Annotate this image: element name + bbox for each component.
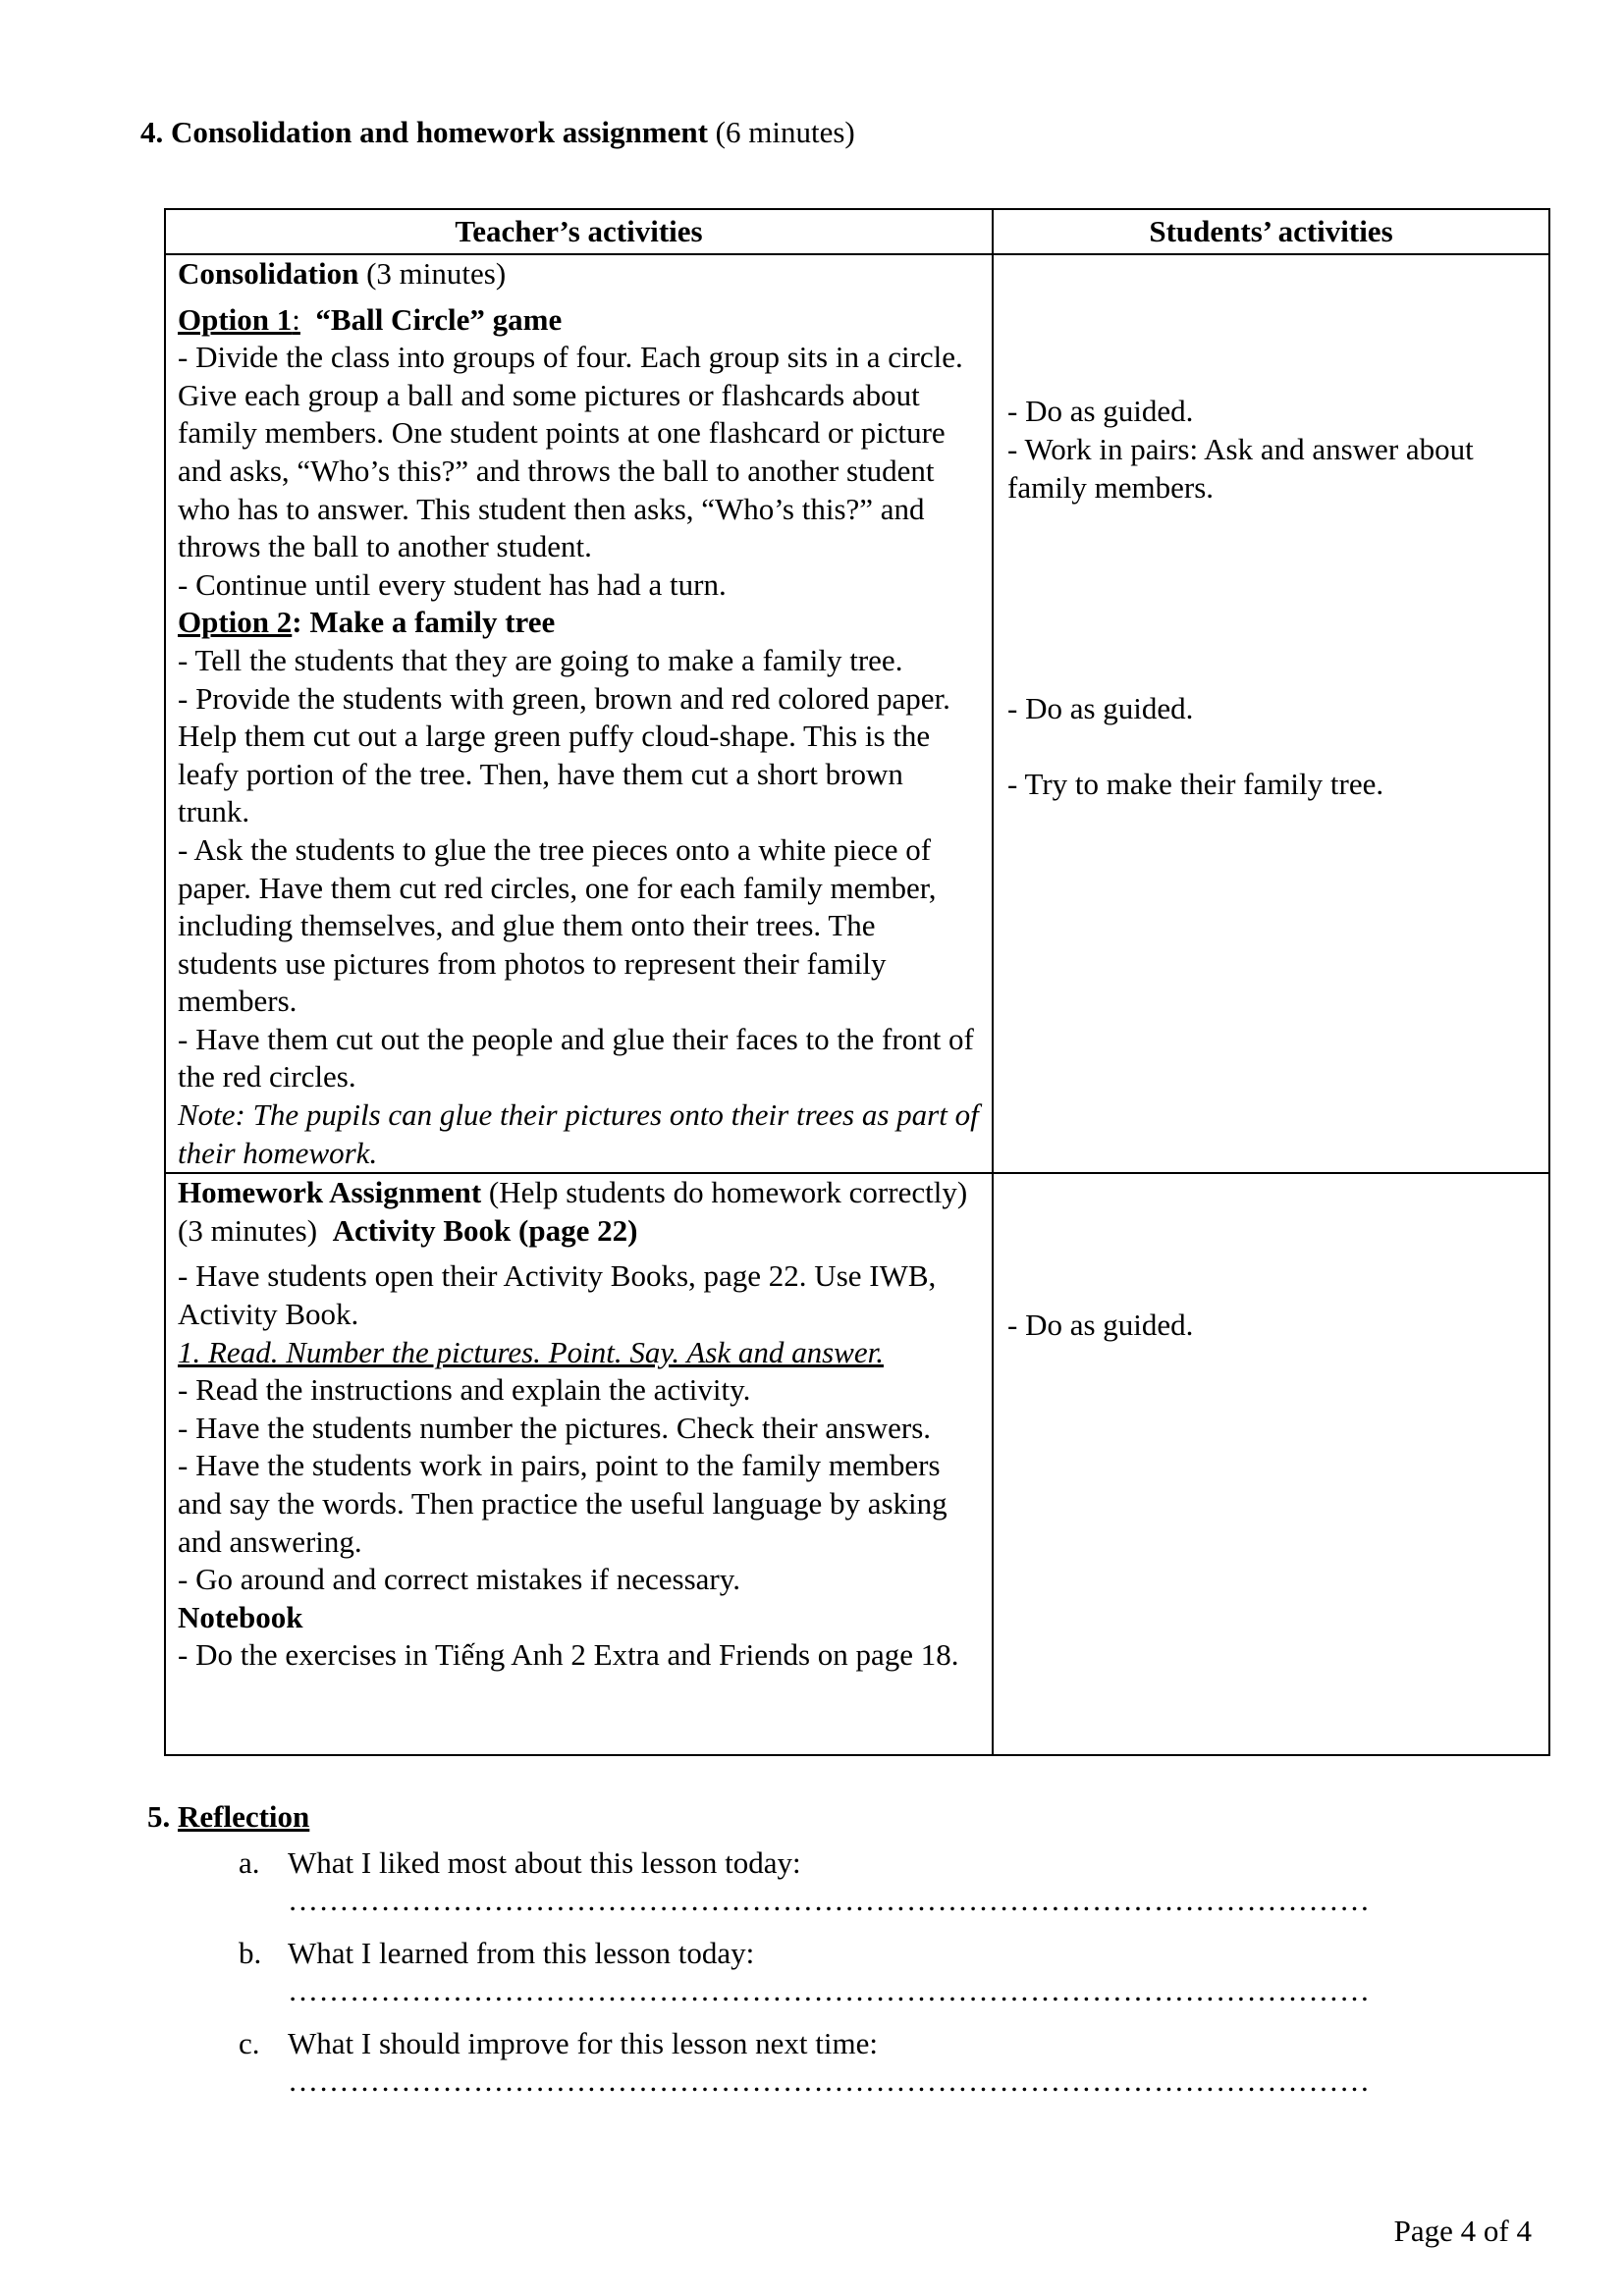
consolidation-row [165,254,1549,1173]
students-line: - Work in pairs: Ask and answer about family members. [1007,432,1474,505]
homework-line: - Have the students number the pictures. Check their answers. [178,1410,932,1445]
students-line: - Do as guided. [1007,1308,1194,1343]
activities-table [164,208,1550,1756]
reflection-title: Reflection [178,1799,310,1834]
section-4-duration: (6 minutes) [715,115,855,149]
homework-subtitle: (Help students do homework correctly) (3 minutes) [178,1175,968,1248]
answer-dotted-line[interactable]: …………………………………………………………………………………………… [288,1973,1371,2008]
homework-book: Activity Book (page 22) [332,1212,638,1248]
reflection-heading [147,1798,1424,1837]
homework-row [165,1173,1549,1755]
homework-teacher-cell [165,1173,993,1755]
reflection-item-a [147,1844,1424,1935]
homework-students-cell [993,1173,1549,1755]
answer-dotted-line[interactable]: …………………………………………………………………………………………… [288,2063,1371,2099]
homework-line: - Go around and correct mistakes if necessary. [178,1562,740,1597]
students-activities-header: Students’ activities [993,209,1549,254]
homework-title: Homework Assignment [178,1175,482,1210]
section-4-heading [140,114,855,152]
reflection-question: What I learned from this lesson today: [288,1935,755,1970]
table-header-row [165,209,1549,254]
consolidation-duration: (3 minutes) [366,256,507,291]
notebook-title: Notebook [178,1599,303,1634]
consolidation-heading [178,255,980,294]
consolidation-students-cell [993,254,1549,1173]
page-number: Page 4 of 4 [1393,2214,1532,2248]
option-2-note: Note: The pupils can glue their pictures onto their trees as part of their homework. [178,1097,979,1170]
teacher-activities-header: Teacher’s activities [165,209,993,254]
consolidation-title: Consolidation [178,256,359,291]
consolidation-teacher-cell [165,254,993,1173]
homework-line: - Have students open their Activity Books, page 22. Use IWB, Activity Book. [178,1258,937,1332]
students-line: - Try to make their family tree. [1007,767,1384,801]
students-line: - Do as guided. [1007,691,1194,725]
reflection-letter: c. [239,2025,260,2060]
option-2-name: : Make a family tree [292,605,556,640]
reflection-section [147,1798,1424,2115]
homework-line: - Read the instructions and explain the activity. [178,1372,751,1408]
option-2-label: Option 2 [178,605,293,640]
option-1-colon: : [292,301,300,337]
reflection-question: What I liked most about this lesson today: [288,1844,801,1880]
reflection-question: What I should improve for this lesson next time: [288,2025,878,2060]
reflection-number: 5. [147,1799,171,1834]
option-1-line: - Continue until every student has had a turn. [178,566,727,602]
option-2-heading [178,604,980,642]
reflection-item-b [147,1935,1424,2025]
notebook-line: - Do the exercises in Tiếng Anh 2 Extra and Friends on page 18. [178,1637,959,1673]
option-2-line: - Have them cut out the people and glue their faces to the front of the red circles. [178,1021,974,1095]
reflection-letter: b. [239,1935,262,1970]
option-2-line: - Ask the students to glue the tree pieces onto a white piece of paper. Have them cut red circles, one for each family member, including themselves, and glue them onto their trees. The students use pictures from photos to represent their family members. [178,831,937,1019]
answer-dotted-line[interactable]: …………………………………………………………………………………………… [288,1883,1371,1918]
section-4-title: 4. Consolidation and homework assignment [140,115,708,149]
homework-exercise: 1. Read. Number the pictures. Point. Say. Ask and answer. [178,1334,884,1369]
homework-line: - Have the students work in pairs, point to the family members and say the words. Then practice the useful language by asking and answering. [178,1448,947,1559]
option-1-heading [178,301,980,340]
option-1-line: - Divide the class into groups of four. Each group sits in a circle. Give each group a ball and some pictures or flashcards about family members. One student points at one flashcard or picture and asks, “Who’s this?” and throws the ball to another student who has to answer. This student then asks, “Who’s this?” and throws the ball to another student. [178,340,963,564]
option-1-name: “Ball Circle” game [315,301,563,337]
reflection-item-c [147,2025,1424,2115]
option-2-line: - Provide the students with green, brown and red colored paper. Help them cut out a large green puffy cloud-shape. This is the leafy portion of the tree. Then, have them cut a short brown trunk. [178,680,950,829]
reflection-letter: a. [239,1844,260,1880]
students-line: - Do as guided. [1007,394,1194,428]
option-2-line: - Tell the students that they are going to make a family tree. [178,642,903,677]
homework-heading [178,1174,980,1250]
option-1-label: Option 1 [178,301,293,337]
